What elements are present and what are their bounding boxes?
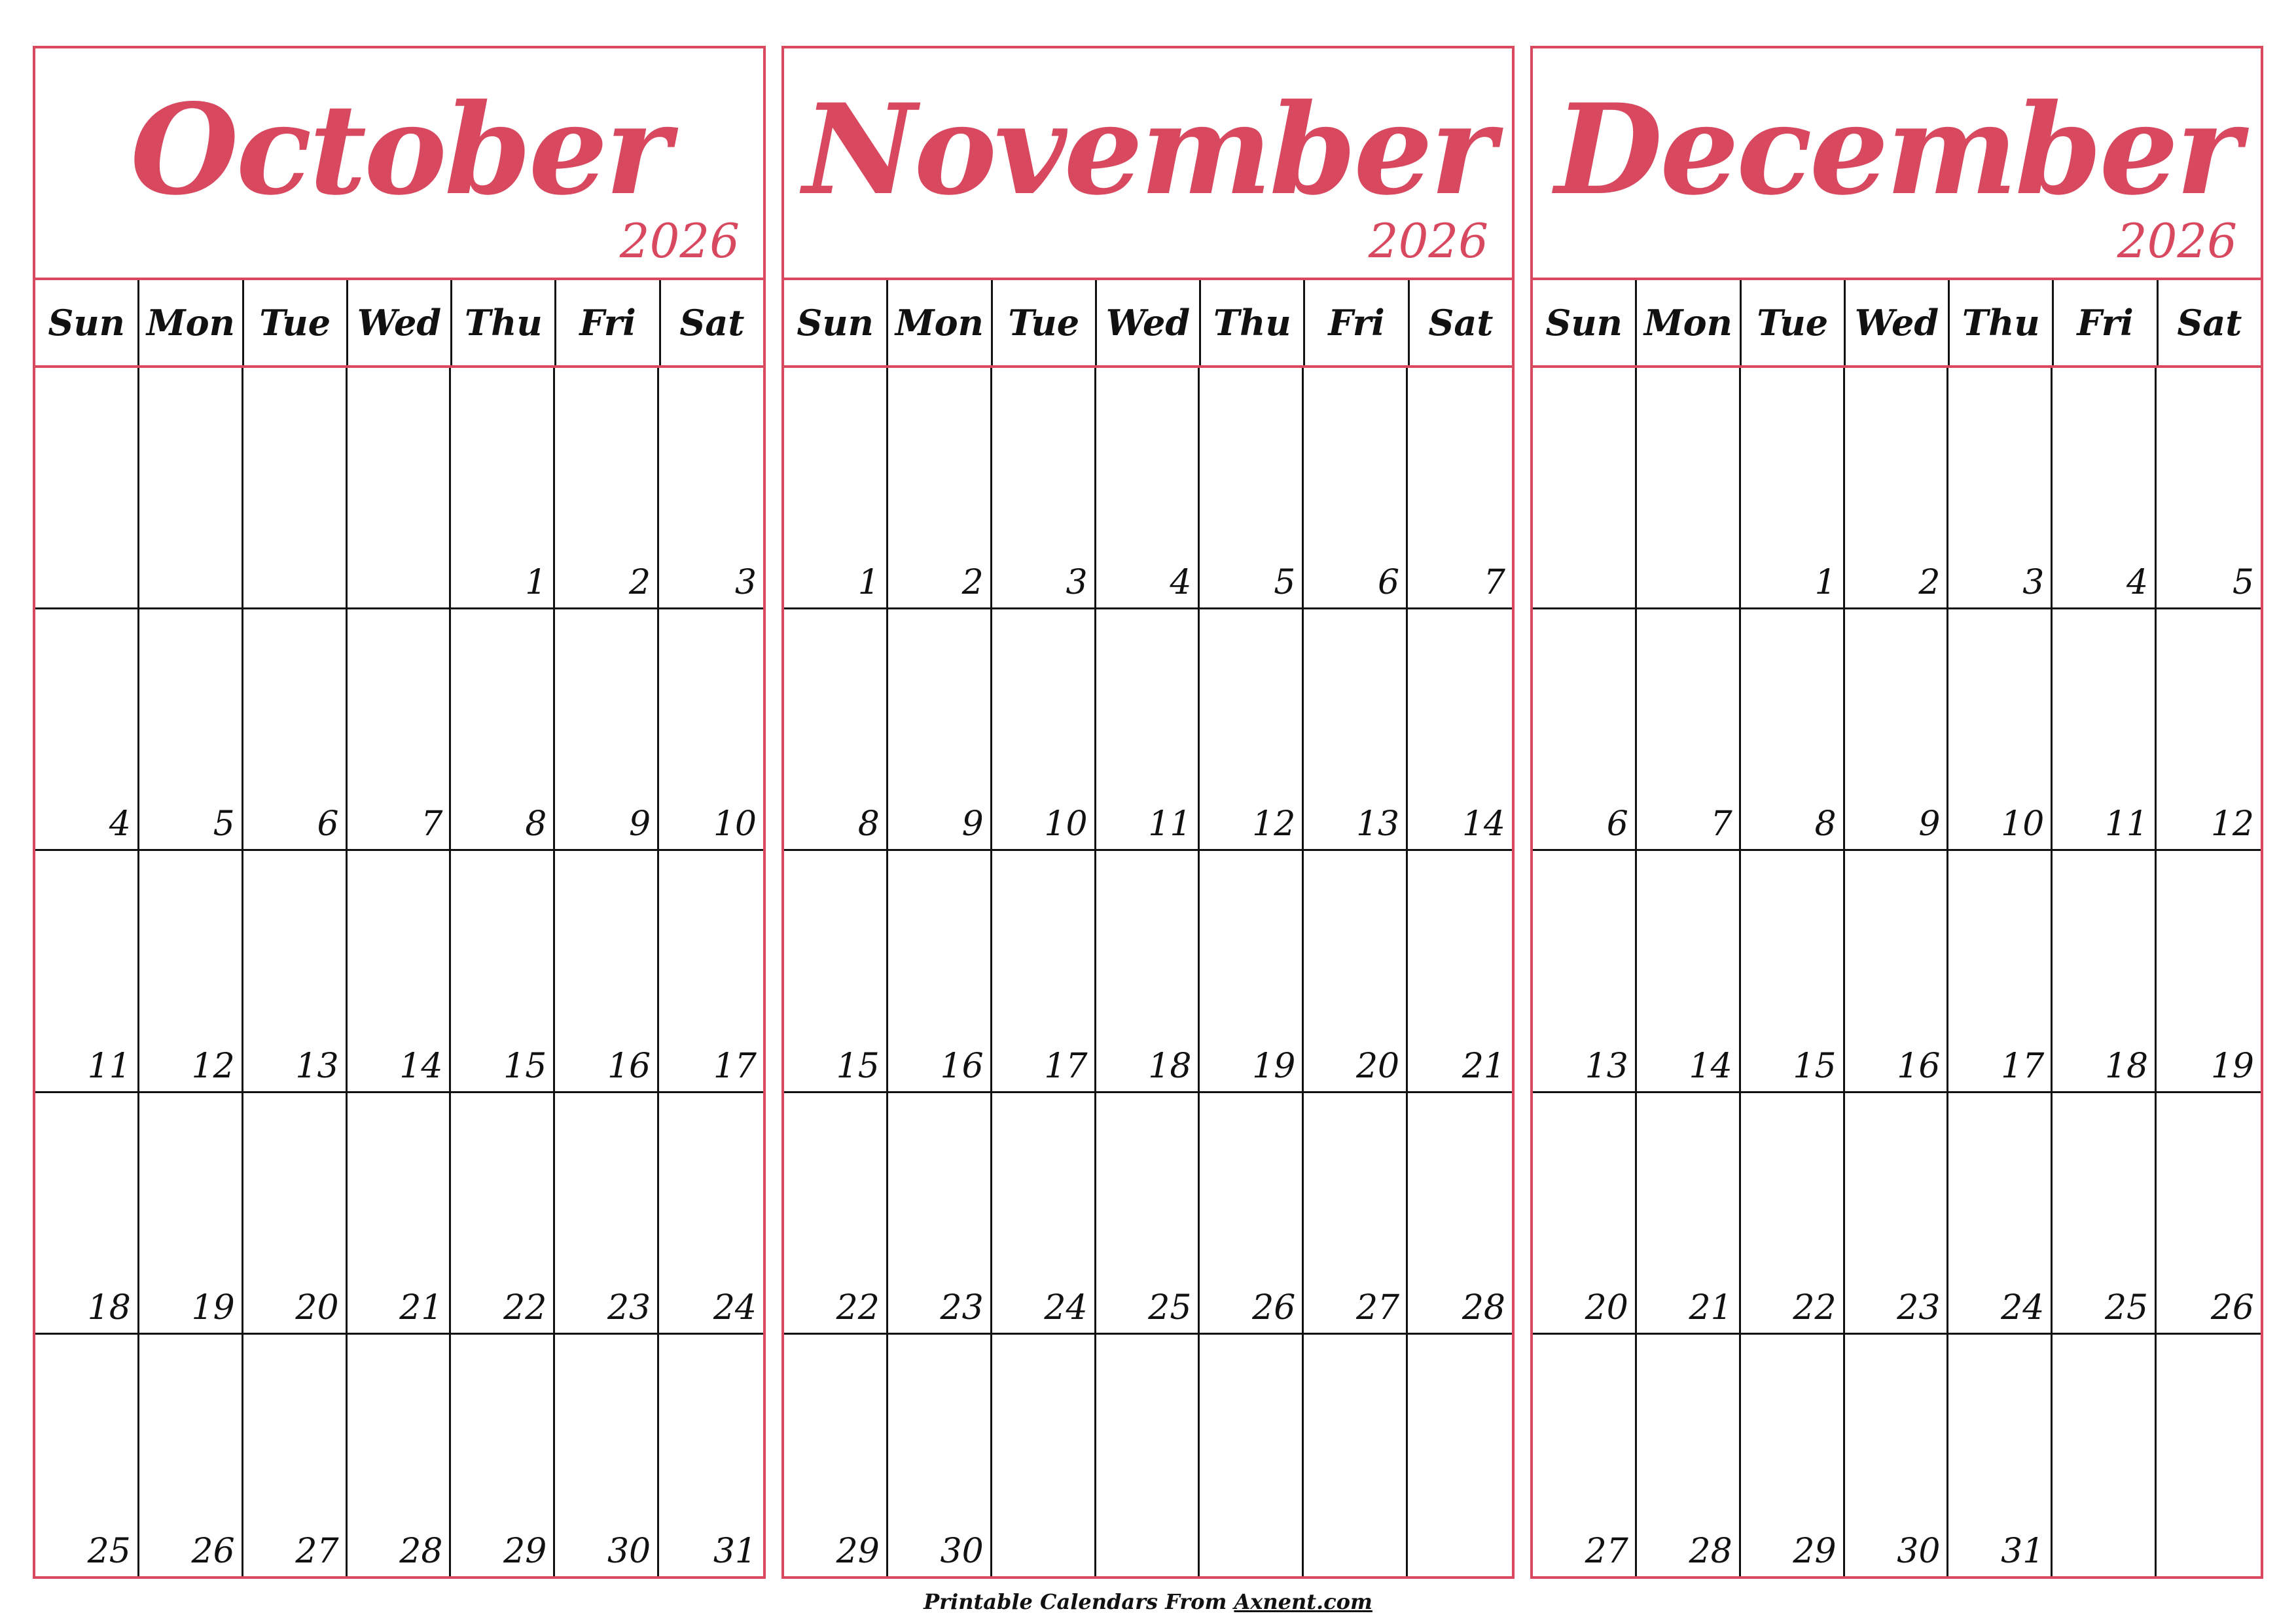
day-cell [1533, 851, 1637, 1092]
day-cell [35, 851, 139, 1092]
day-number: 18 [1148, 1046, 1192, 1086]
day-number: 31 [2001, 1532, 2045, 1571]
day-cell [555, 851, 659, 1092]
day-cell [888, 368, 992, 609]
day-cell [1533, 1093, 1637, 1335]
day-number: 14 [1462, 804, 1505, 844]
day-cell [1200, 1093, 1304, 1335]
day-number: 2 [1918, 563, 1941, 603]
day-number: 24 [2001, 1288, 2045, 1327]
day-number: 18 [2104, 1046, 2149, 1086]
day-cell [1533, 609, 1637, 851]
day-cell [139, 1093, 243, 1335]
day-number: 10 [1044, 804, 1088, 844]
day-number: 19 [1252, 1046, 1296, 1086]
day-cell [555, 368, 659, 609]
day-number: 2 [961, 563, 984, 603]
day-number: 28 [399, 1532, 443, 1571]
day-grid [1533, 368, 2261, 1576]
day-grid [35, 368, 763, 1576]
month-december [1530, 46, 2263, 1579]
weekday-thu: Thu [452, 280, 556, 365]
day-number: 28 [1462, 1288, 1505, 1327]
day-number: 25 [2104, 1288, 2149, 1327]
day-number: 16 [1897, 1046, 1941, 1086]
day-cell [243, 368, 348, 609]
day-number: 29 [836, 1532, 880, 1571]
day-cell [1408, 1335, 1512, 1576]
day-cell [348, 609, 452, 851]
day-cell [2053, 1093, 2157, 1335]
day-number: 29 [503, 1532, 547, 1571]
day-cell [1200, 368, 1304, 609]
day-number: 1 [857, 563, 880, 603]
day-number: 5 [2232, 563, 2254, 603]
day-cell [784, 609, 888, 851]
day-cell [1637, 368, 1741, 609]
month-title: December [1554, 77, 2239, 223]
day-cell [139, 1335, 243, 1576]
day-cell [1637, 1093, 1741, 1335]
day-number: 19 [191, 1288, 235, 1327]
day-cell [1096, 368, 1200, 609]
day-number: 17 [713, 1046, 757, 1086]
day-cell [1304, 609, 1408, 851]
day-number: 21 [1689, 1288, 1732, 1327]
day-cell [992, 851, 1096, 1092]
day-cell [1533, 1335, 1637, 1576]
day-cell [659, 368, 763, 609]
day-cell [659, 851, 763, 1092]
day-cell [451, 1093, 555, 1335]
day-number: 14 [399, 1046, 443, 1086]
day-cell [1948, 609, 2053, 851]
day-number: 6 [1606, 804, 1628, 844]
day-number: 11 [2104, 804, 2149, 844]
day-number: 24 [1044, 1288, 1088, 1327]
weekday-fri: Fri [2054, 280, 2158, 365]
weekday-tue: Tue [993, 280, 1097, 365]
day-cell [139, 851, 243, 1092]
day-cell [1948, 851, 2053, 1092]
day-number: 15 [836, 1046, 880, 1086]
day-cell [1096, 609, 1200, 851]
day-cell [1741, 1093, 1845, 1335]
day-cell [784, 1335, 888, 1576]
day-cell [1096, 1335, 1200, 1576]
day-cell [348, 1335, 452, 1576]
weekday-thu: Thu [1201, 280, 1305, 365]
month-october [33, 46, 766, 1579]
day-number: 1 [1814, 563, 1837, 603]
month-year: 2026 [2117, 213, 2237, 268]
day-number: 2 [629, 563, 651, 603]
day-cell [1096, 851, 1200, 1092]
month-header [1533, 48, 2261, 280]
day-cell [2157, 851, 2261, 1092]
month-year: 2026 [619, 213, 740, 268]
day-cell [784, 1093, 888, 1335]
day-cell [992, 368, 1096, 609]
month-title: October [130, 77, 668, 223]
day-number: 7 [1483, 563, 1505, 603]
day-number: 5 [1274, 563, 1296, 603]
day-cell [1845, 1335, 1949, 1576]
day-cell [992, 1335, 1096, 1576]
weekday-mon: Mon [139, 280, 243, 365]
day-cell [1408, 851, 1512, 1092]
day-number: 25 [1148, 1288, 1192, 1327]
day-cell [1304, 1093, 1408, 1335]
day-number: 26 [1252, 1288, 1296, 1327]
weekday-wed: Wed [348, 280, 452, 365]
weekday-sat: Sat [679, 302, 745, 344]
day-number: 15 [503, 1046, 547, 1086]
day-number: 11 [87, 1046, 131, 1086]
day-cell [1845, 368, 1949, 609]
day-cell [1845, 851, 1949, 1092]
day-number: 19 [2210, 1046, 2254, 1086]
day-cell [888, 1335, 992, 1576]
day-cell [1200, 851, 1304, 1092]
day-cell [888, 609, 992, 851]
month-header [784, 48, 1512, 280]
day-number: 12 [2210, 804, 2254, 844]
day-number: 31 [713, 1532, 757, 1571]
day-cell [659, 1335, 763, 1576]
day-cell [992, 1093, 1096, 1335]
day-cell [1408, 609, 1512, 851]
day-number: 18 [87, 1288, 131, 1327]
day-number: 20 [1355, 1046, 1400, 1086]
day-number: 27 [1355, 1288, 1400, 1327]
day-cell [348, 368, 452, 609]
day-cell [1096, 1093, 1200, 1335]
footer-credit [0, 1589, 2296, 1614]
day-number: 29 [1793, 1532, 1837, 1571]
day-cell [451, 368, 555, 609]
day-number: 4 [109, 804, 131, 844]
day-number: 12 [191, 1046, 235, 1086]
day-cell [35, 609, 139, 851]
day-cell [35, 1093, 139, 1335]
day-number: 13 [1355, 804, 1400, 844]
day-number: 27 [1585, 1532, 1628, 1571]
day-cell [1408, 368, 1512, 609]
weekday-tue: Tue [244, 280, 348, 365]
day-number: 8 [1814, 804, 1837, 844]
day-number: 21 [399, 1288, 443, 1327]
day-number: 24 [713, 1288, 757, 1327]
footer-site-link[interactable]: Axnent.com [1234, 1589, 1372, 1614]
day-cell [1637, 609, 1741, 851]
day-number: 3 [1066, 563, 1088, 603]
day-cell [784, 851, 888, 1092]
weekday-sat: Sat [2177, 302, 2242, 344]
day-cell [1637, 851, 1741, 1092]
weekday-sun: Sun [784, 280, 888, 365]
day-number: 16 [940, 1046, 984, 1086]
day-cell [1304, 1335, 1408, 1576]
day-number: 23 [1897, 1288, 1941, 1327]
weekday-header-row [784, 280, 1512, 368]
day-cell [1741, 851, 1845, 1092]
day-number: 26 [191, 1532, 235, 1571]
day-number: 5 [213, 804, 235, 844]
day-number: 8 [857, 804, 880, 844]
day-cell [659, 609, 763, 851]
day-cell [555, 1093, 659, 1335]
day-number: 28 [1689, 1532, 1732, 1571]
month-title: November [802, 77, 1494, 223]
day-cell [348, 851, 452, 1092]
day-cell [1948, 1093, 2053, 1335]
weekday-sun: Sun [35, 280, 139, 365]
weekday-mon: Mon [1637, 280, 1741, 365]
day-cell [243, 851, 348, 1092]
day-cell [992, 609, 1096, 851]
day-cell [451, 851, 555, 1092]
day-number: 6 [317, 804, 339, 844]
day-cell [2053, 368, 2157, 609]
day-cell [243, 1093, 348, 1335]
day-cell [1637, 1335, 1741, 1576]
day-number: 3 [2022, 563, 2045, 603]
day-cell [2053, 1335, 2157, 1576]
weekday-sat: Sat [1428, 302, 1494, 344]
day-number: 9 [961, 804, 984, 844]
day-cell [1845, 609, 1949, 851]
month-header [35, 48, 763, 280]
day-number: 17 [2001, 1046, 2045, 1086]
day-cell [451, 1335, 555, 1576]
day-number: 12 [1252, 804, 1296, 844]
day-number: 30 [1897, 1532, 1941, 1571]
day-number: 17 [1044, 1046, 1088, 1086]
day-number: 10 [713, 804, 757, 844]
day-cell [1304, 851, 1408, 1092]
day-number: 4 [1170, 563, 1192, 603]
day-number: 22 [1793, 1288, 1837, 1327]
day-cell [243, 1335, 348, 1576]
day-number: 21 [1462, 1046, 1505, 1086]
day-cell [888, 851, 992, 1092]
day-cell [1845, 1093, 1949, 1335]
day-cell [35, 1335, 139, 1576]
day-number: 26 [2210, 1288, 2254, 1327]
day-cell [2053, 851, 2157, 1092]
day-number: 27 [295, 1532, 339, 1571]
month-november [781, 46, 1515, 1579]
day-cell [243, 609, 348, 851]
day-number: 11 [1148, 804, 1192, 844]
day-number: 4 [2126, 563, 2149, 603]
day-cell [888, 1093, 992, 1335]
weekday-wed: Wed [1846, 280, 1950, 365]
day-number: 7 [421, 804, 443, 844]
day-cell [1408, 1093, 1512, 1335]
day-number: 30 [940, 1532, 984, 1571]
day-cell [1200, 1335, 1304, 1576]
day-number: 1 [525, 563, 547, 603]
weekday-mon: Mon [888, 280, 992, 365]
weekday-wed: Wed [1097, 280, 1201, 365]
day-cell [2157, 609, 2261, 851]
day-cell [2053, 609, 2157, 851]
day-cell [1741, 368, 1845, 609]
day-grid [784, 368, 1512, 1576]
day-cell [1948, 1335, 2053, 1576]
day-number: 30 [607, 1532, 651, 1571]
day-number: 20 [1585, 1288, 1628, 1327]
day-cell [451, 609, 555, 851]
day-number: 7 [1710, 804, 1732, 844]
day-cell [1741, 609, 1845, 851]
weekday-header-row [35, 280, 763, 368]
day-cell [1948, 368, 2053, 609]
day-cell [659, 1093, 763, 1335]
weekday-tue: Tue [1742, 280, 1846, 365]
weekday-thu: Thu [1950, 280, 2054, 365]
day-cell [139, 368, 243, 609]
day-cell [555, 609, 659, 851]
day-number: 15 [1793, 1046, 1837, 1086]
day-number: 3 [734, 563, 757, 603]
day-cell [1304, 368, 1408, 609]
day-number: 9 [1918, 804, 1941, 844]
day-number: 23 [940, 1288, 984, 1327]
day-cell [348, 1093, 452, 1335]
month-year: 2026 [1368, 213, 1488, 268]
day-cell [2157, 1335, 2261, 1576]
day-number: 9 [629, 804, 651, 844]
day-number: 23 [607, 1288, 651, 1327]
day-number: 6 [1378, 563, 1400, 603]
day-number: 22 [836, 1288, 880, 1327]
day-cell [2157, 1093, 2261, 1335]
day-number: 16 [607, 1046, 651, 1086]
day-number: 20 [295, 1288, 339, 1327]
weekday-fri: Fri [556, 280, 660, 365]
day-number: 25 [87, 1532, 131, 1571]
day-number: 13 [1585, 1046, 1628, 1086]
day-cell [1200, 609, 1304, 851]
day-number: 13 [295, 1046, 339, 1086]
day-number: 10 [2001, 804, 2045, 844]
day-cell [1741, 1335, 1845, 1576]
day-cell [139, 609, 243, 851]
day-cell [555, 1335, 659, 1576]
day-cell [1533, 368, 1637, 609]
day-number: 8 [525, 804, 547, 844]
day-cell [35, 368, 139, 609]
weekday-fri: Fri [1305, 280, 1409, 365]
weekday-header-row [1533, 280, 2261, 368]
day-number: 22 [503, 1288, 547, 1327]
footer-prefix: Printable Calendars From [924, 1589, 1234, 1614]
day-cell [2157, 368, 2261, 609]
day-cell [784, 368, 888, 609]
day-number: 14 [1689, 1046, 1732, 1086]
weekday-sun: Sun [1533, 280, 1637, 365]
